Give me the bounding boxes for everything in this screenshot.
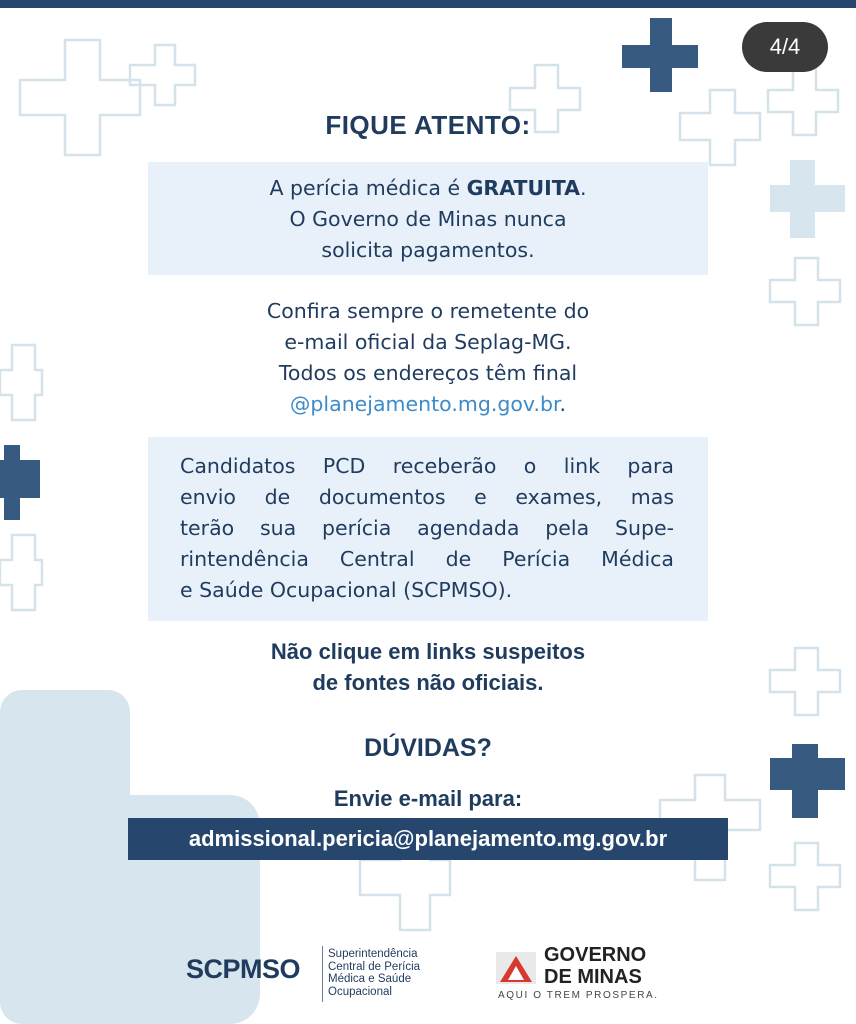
cross-filled-icon	[622, 18, 698, 92]
contact-email[interactable]: admissional.pericia@planejamento.mg.gov.br	[128, 818, 728, 860]
box1-line1-bold: GRATUITA	[466, 176, 580, 200]
box1-line1-pre: A perícia médica é	[269, 176, 467, 200]
box3-line4: rintendência Central de Perícia Médica	[180, 547, 674, 571]
cross-outline-icon	[770, 258, 840, 325]
scpmso-desc-line: Médica e Saúde	[328, 973, 412, 985]
triangle-logo-icon	[496, 952, 536, 984]
gov-line1: GOVERNO	[544, 944, 647, 966]
box1-line3: solicita pagamentos.	[321, 238, 535, 262]
box1-line1-post: .	[579, 176, 587, 200]
block2-line1: Confira sempre o remetente do	[266, 299, 590, 323]
scpmso-acronym: SCPMSO	[186, 954, 301, 984]
domain-suffix: .	[559, 392, 567, 416]
heading-fique-atento: FIQUE ATENTO:	[325, 110, 531, 140]
box1-line1	[148, 173, 708, 204]
scpmso-logo	[186, 940, 446, 1010]
scpmso-desc-line: Central de Perícia	[328, 960, 421, 973]
governo-minas-logo	[496, 940, 676, 1010]
gov-slogan: AQUI O TREM PROSPERA.	[498, 990, 659, 1001]
cross-filled-icon	[0, 445, 40, 520]
info-block-remetente	[148, 296, 708, 420]
box3-line3: terão sua perícia agendada pela Supe-	[180, 516, 674, 540]
gov-name	[544, 944, 646, 988]
box3-line5: e Saúde Ocupacional (SCPMSO).	[180, 578, 513, 602]
domain-text: @planejamento.mg.gov.br	[289, 392, 560, 416]
cross-outline-icon	[0, 345, 42, 420]
logo-divider	[322, 946, 323, 1002]
warning-line1: Não clique em links suspeitos	[270, 639, 586, 664]
cross-filled-icon	[770, 160, 845, 238]
block2-line4	[148, 389, 708, 420]
envie-label: Envie e-mail para:	[333, 786, 523, 811]
scpmso-desc-line: Ocupacional	[328, 985, 392, 998]
page-indicator: 4/4	[742, 22, 828, 72]
block2-line2: e-mail oficial da Seplag-MG.	[284, 330, 572, 354]
gov-line2: DE MINAS	[544, 966, 642, 988]
info-box-gratuita	[148, 162, 708, 275]
cross-outline-icon	[0, 535, 42, 610]
box3-line1: Candidatos PCD receberão o link para	[180, 454, 674, 478]
warning-line2: de fontes não oficiais.	[312, 670, 544, 695]
scpmso-desc-line: Superintendência	[328, 948, 418, 960]
heading-duvidas: DÚVIDAS?	[364, 734, 492, 762]
cross-outline-icon	[770, 843, 840, 910]
box1-line2: O Governo de Minas nunca	[289, 207, 567, 231]
warning-text	[0, 636, 856, 698]
box3-line2: envio de documentos e exames, mas	[180, 485, 674, 509]
scpmso-description	[328, 948, 420, 998]
block2-line3: Todos os endereços têm final	[278, 361, 578, 385]
info-box-pcd	[148, 437, 708, 621]
